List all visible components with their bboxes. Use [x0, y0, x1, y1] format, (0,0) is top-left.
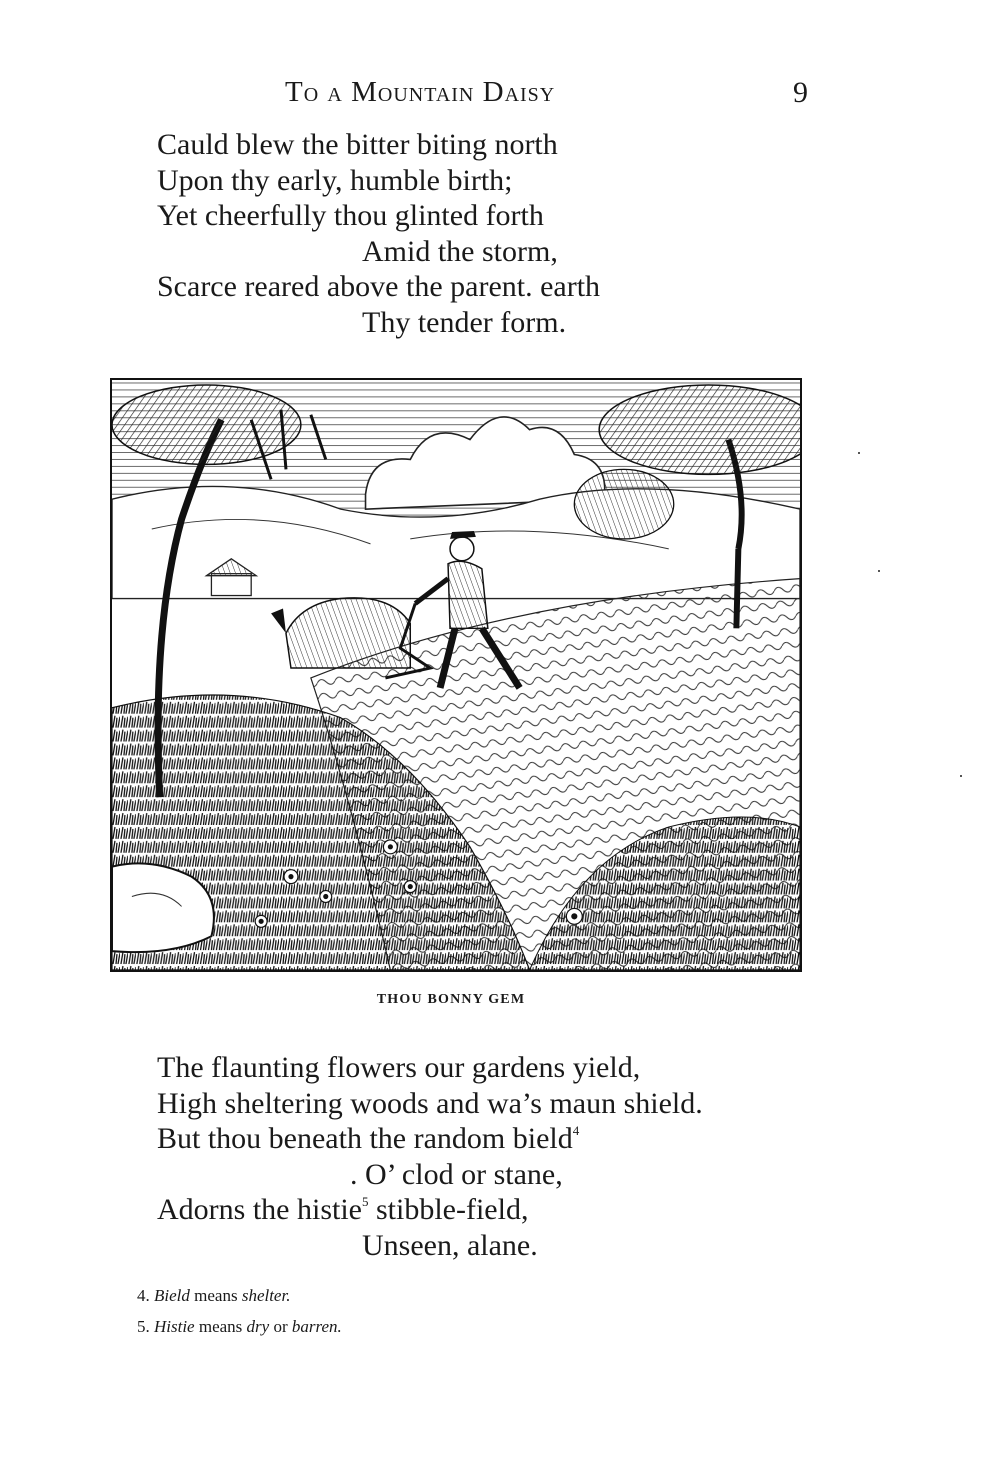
- verse-line: [157, 1192, 703, 1228]
- footnote-text: means: [189, 1286, 242, 1305]
- stanza-1: [157, 127, 600, 340]
- scan-speck: [858, 452, 860, 454]
- verse-line: Scarce reared above the parent. earth: [157, 270, 601, 303]
- footnote-term: Bield: [154, 1286, 190, 1305]
- verse-line-indented: . O’ clod or stane,: [350, 1157, 563, 1191]
- footnotes: [137, 1280, 342, 1342]
- verse-line: Upon thy early, humble birth;: [157, 163, 513, 197]
- footnote-term: Histie: [154, 1317, 195, 1336]
- footnote-ref-5[interactable]: 5: [361, 1194, 369, 1209]
- footnote-number: 5.: [137, 1317, 150, 1336]
- verse-text: But thou beneath the random bield: [157, 1122, 573, 1155]
- verse-line: High sheltering woods and wa’s maun shield.: [157, 1086, 703, 1120]
- verse-line-indented: Unseen, alane.: [362, 1228, 538, 1262]
- verse-text: Adorns the histie: [157, 1193, 362, 1226]
- footnote-ref-4[interactable]: 4: [572, 1123, 580, 1138]
- footnote-4: [137, 1280, 342, 1311]
- horse: [271, 598, 410, 668]
- footnote-definition: shelter.: [241, 1286, 291, 1305]
- verse-line-indented: Thy tender form.: [362, 305, 567, 339]
- running-head: To a Mountain Daisy: [285, 76, 556, 108]
- stanza-2: [157, 1050, 703, 1263]
- verse-line: [157, 1121, 703, 1157]
- footnote-definition: dry: [246, 1317, 270, 1336]
- footnote-definition: barren.: [291, 1317, 342, 1336]
- footnote-number: 4.: [137, 1286, 150, 1305]
- engraving-drawing: [112, 380, 800, 970]
- footnote-text: or: [269, 1317, 292, 1336]
- verse-line: Yet cheerfully thou glinted forth: [157, 199, 544, 232]
- footnote-5: [137, 1311, 342, 1342]
- verse-text: stibble-field,: [368, 1193, 529, 1226]
- verse-line: Cauld blew the bitter biting north: [157, 128, 558, 161]
- scan-speck: [960, 775, 962, 777]
- verse-line-indented: Amid the storm,: [362, 234, 558, 268]
- illustration-caption: THOU BONNY GEM: [376, 992, 526, 1007]
- verse-line: The flaunting flowers our gardens yield,: [157, 1051, 641, 1084]
- scan-speck: [878, 570, 880, 572]
- page-number: 9: [793, 76, 808, 109]
- illustration-ploughman-field: [110, 378, 802, 972]
- footnote-text: means: [194, 1317, 247, 1336]
